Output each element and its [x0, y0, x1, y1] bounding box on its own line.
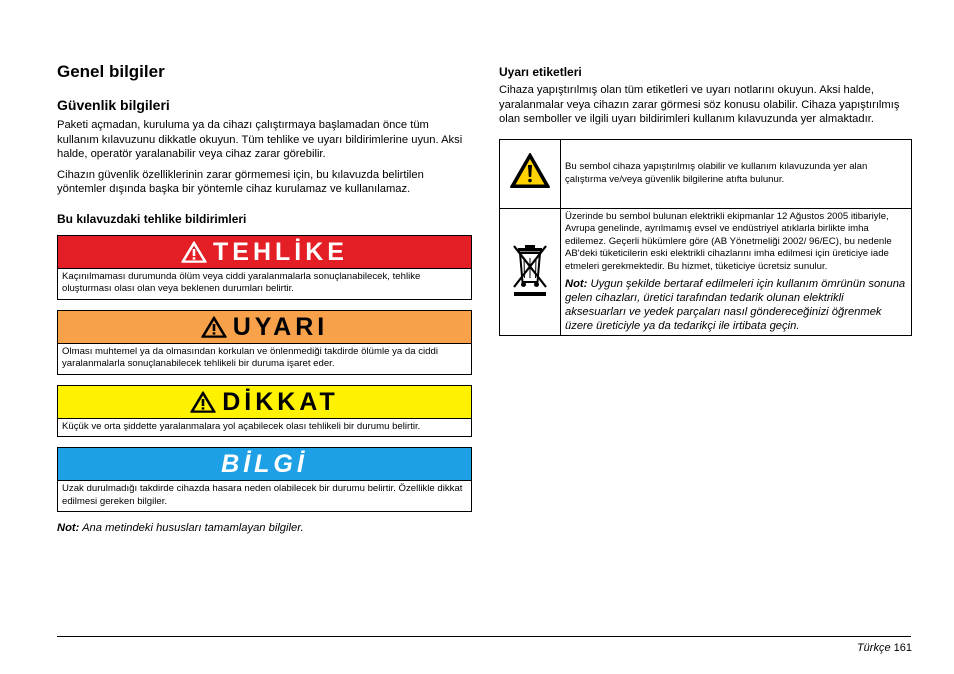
warning-triangle-icon — [201, 315, 227, 339]
table-row — [500, 139, 912, 208]
general-note — [57, 521, 472, 535]
hazard-danger-bar — [58, 236, 471, 269]
safety-paragraph-2: Cihazın güvenlik özelliklerinin zarar görmemesi için, bu kılavuzda belirtilen yöntemler dışında başka bir yöntemle cihaz kurulamaz ve kullanılamaz. — [57, 168, 424, 196]
footer-rule — [57, 636, 911, 637]
warning-triangle-icon — [181, 240, 207, 264]
table-cell-icon — [500, 208, 561, 336]
hazard-caution-text: Küçük ve orta şiddette yaralanmalara yol açabilecek olası tehlikeli bir durumu belirtir. — [62, 420, 421, 432]
page-number: 161 — [893, 642, 912, 654]
left-column — [57, 62, 472, 535]
labels-heading: Uyarı etiketleri — [499, 65, 582, 79]
page-footer — [857, 642, 912, 654]
right-column — [499, 62, 912, 336]
hazard-warning-word: UYARI — [232, 312, 329, 341]
hazard-caution-bar — [58, 386, 471, 419]
hazard-notice-bar — [58, 448, 471, 481]
labels-table — [499, 139, 912, 337]
warning-triangle-icon — [190, 390, 216, 414]
note-text: Uygun şekilde bertaraf edilmeleri için kullanım ömrünün sonuna gelen cihazları, üretici tarafından tedarik olunan elektrikli aksesuarları ve yedek parçaları nasıl göndereceğinizi öğrenmek üzere üreticiyle ya da tedarikçi ile irtibata geçin. — [565, 278, 906, 333]
hazard-notice-text: Uzak durulmadığı takdirde cihazda hasara neden olabilecek bir durumu belirtir. Özellikle dikkat edilmesi gereken bilgiler. — [62, 483, 463, 507]
warning-triangle-icon — [509, 152, 551, 190]
hazard-warning-bar — [58, 311, 471, 344]
hazard-danger-text: Kaçınılmaması durumunda ölüm veya ciddi yaralanmalarla sonuçlanabilecek, tehlike oluşturması olası olan veya beklenen durumları belirtir. — [62, 270, 421, 295]
hazard-warning — [57, 310, 472, 375]
hazard-warning-text: Olması muhtemel ya da olmasından korkulan ve önlenmediği takdirde ölümle ya da ciddi yaralanmalarla sonuçlanabilecek tehlikeli bir duruma işaret eder. — [62, 345, 438, 370]
note-label: Not: — [565, 278, 588, 291]
hazard-caution-word: DİKKAT — [222, 387, 339, 416]
table-cell-icon — [500, 139, 561, 208]
hazard-notice — [57, 447, 472, 512]
hazard-caution — [57, 385, 472, 438]
footer-language: Türkçe — [856, 642, 891, 654]
labels-paragraph: Cihaza yapıştırılmış olan tüm etiketleri ve uyarı notlarını okuyun. Aksi halde, yaralanmalar veya cihazın zarar görmesi söz konusu olabilir. Cihaza yapıştırılmış olan semboller ve ilgili uyarı bildirimleri kullanım kılavuzunda yer almaktadır. — [499, 84, 900, 126]
weee-text: Üzerinde bu sembol bulunan elektrikli ekipmanlar 12 Ağustos 2005 itibariyle, Avrupa genelinde, ayrılmamış evsel ve endüstriyel atıklarla birlikte imha edilemez. Geçerli hükümlere göre (AB Yönetmeliği 2002/ 96/EC), bu nedenle AB'deki tüketicilerin eski elektrikli cihazlarını imha edilmesi için üreticiye iade etmeleri gerekmektedir. Bu hizmet, tüketiciye ücretsiz sunulur. — [565, 210, 892, 272]
hazard-notice-word: BİLGİ — [221, 450, 308, 479]
safety-heading: Güvenlik bilgileri — [57, 97, 170, 113]
safety-paragraph-1: Paketi açmadan, kuruluma ya da cihazı çalıştırmaya başlamadan önce tüm kullanım kılavuzunu dikkatle okuyun. Tüm tehlike ve uyarı bildirimlerine uyun. Aksi halde, operatör yaralanabilir veya cihaz zarar görebilir. — [57, 119, 463, 161]
table-row — [500, 208, 912, 336]
table-cell-text: Bu sembol cihaza yapıştırılmış olabilir ve kullanım kılavuzunda yer alan çalıştırma ve/veya güvenlik bilgilerine atıfta bulunur. — [561, 139, 912, 208]
note-text: Ana metindeki hususları tamamlayan bilgiler. — [79, 522, 304, 535]
hazard-danger-word: TEHLİKE — [213, 237, 348, 266]
weee-note — [565, 277, 907, 333]
hazard-heading: Bu kılavuzdaki tehlike bildirimleri — [57, 211, 247, 226]
hazard-danger — [57, 235, 472, 300]
page-title: Genel bilgiler — [57, 62, 165, 81]
note-label: Not: — [57, 522, 80, 535]
crossed-out-wheeled-bin-icon — [510, 240, 550, 300]
table-cell-text — [561, 208, 912, 336]
